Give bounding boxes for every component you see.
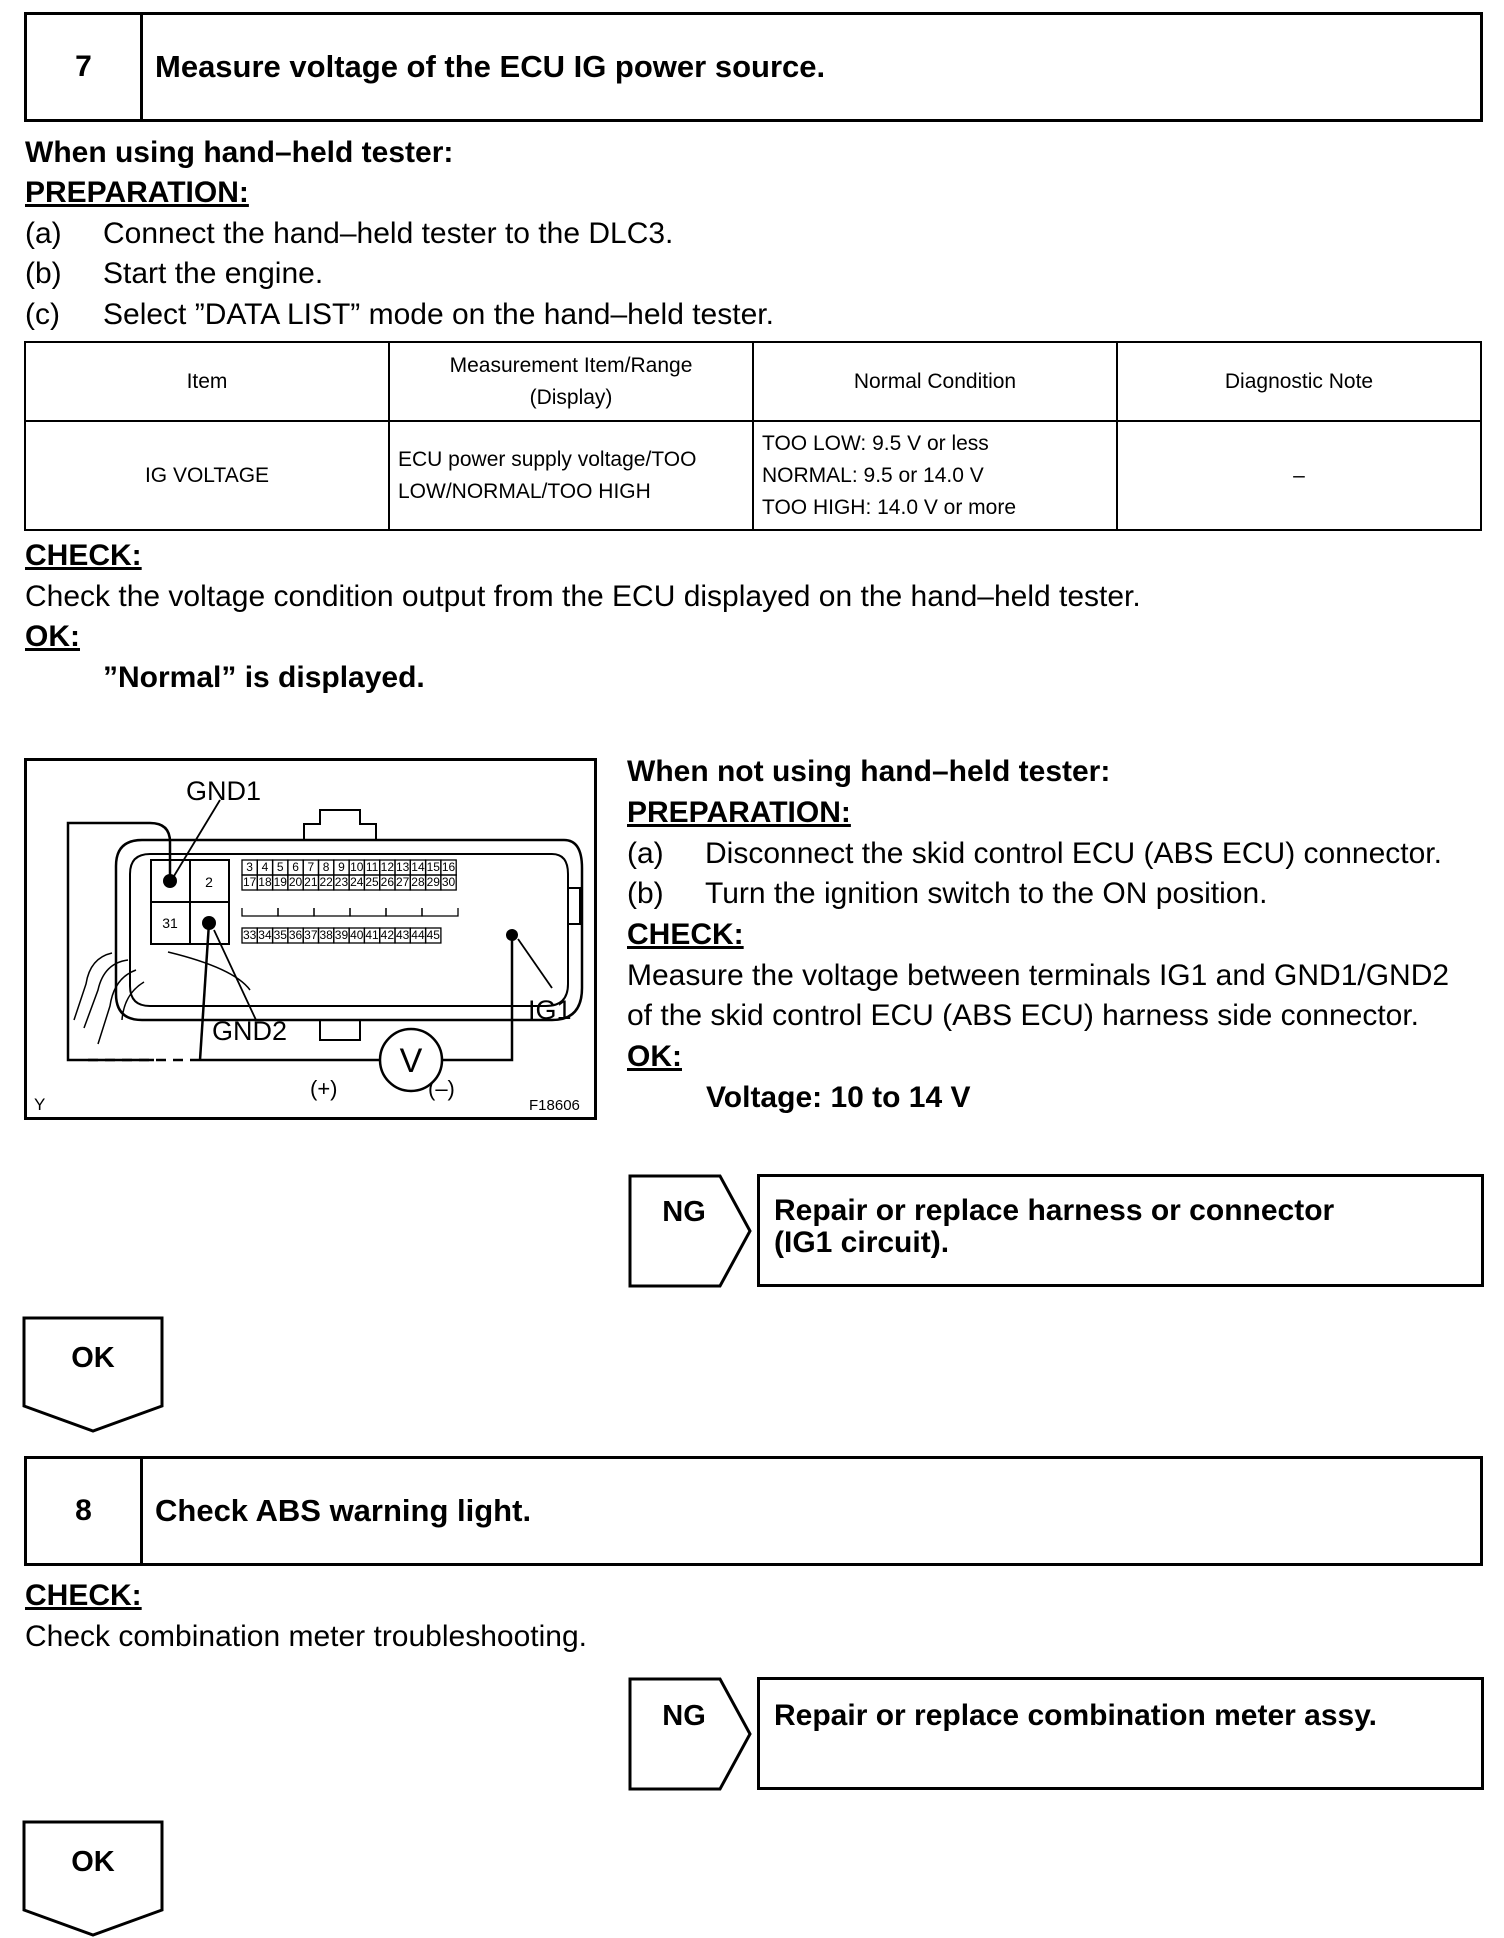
gnd2-label: GND2 bbox=[212, 1016, 288, 1046]
section-heading: When using hand–held tester: bbox=[25, 136, 454, 169]
ng-arrow-shape bbox=[628, 1677, 754, 1791]
row3-pin-label: 34 bbox=[258, 928, 272, 942]
corner-label: Y bbox=[34, 1095, 46, 1114]
table-header: Item bbox=[25, 342, 389, 421]
row1-pin-label: 13 bbox=[395, 860, 410, 874]
minus-label: (–) bbox=[428, 1076, 455, 1101]
item-text: Disconnect the skid control ECU (ABS ECU) connector. bbox=[705, 837, 1442, 870]
ng-label: NG bbox=[662, 1700, 706, 1732]
item-label: (b) bbox=[627, 877, 664, 910]
row2-pin-label: 30 bbox=[441, 875, 456, 889]
table-cell: IG VOLTAGE bbox=[25, 421, 389, 530]
row1-pin-label: 11 bbox=[365, 860, 379, 874]
check-text: of the skid control ECU (ABS ECU) harness side connector. bbox=[627, 999, 1420, 1032]
ig1-terminal bbox=[506, 929, 518, 941]
row1-pin-label: 3 bbox=[246, 860, 253, 874]
row3-pin-label: 39 bbox=[334, 928, 349, 942]
ng-arrow-shape bbox=[628, 1174, 754, 1288]
row1-pin-label: 12 bbox=[380, 860, 395, 874]
pin-2-label: 2 bbox=[205, 874, 213, 890]
row1-pin-label: 14 bbox=[411, 860, 425, 874]
connector-diagram-svg bbox=[24, 758, 597, 1120]
item-label: (a) bbox=[627, 837, 664, 870]
list-item bbox=[627, 874, 1268, 914]
action-line: (IG1 circuit). bbox=[774, 1226, 950, 1259]
pin-31-label: 31 bbox=[162, 915, 178, 931]
cell-line: NORMAL: 9.5 or 14.0 V bbox=[762, 463, 984, 487]
row2-pin-label: 29 bbox=[426, 875, 440, 889]
row3-pin-label: 41 bbox=[365, 928, 379, 942]
row3-pin-label: 36 bbox=[288, 928, 303, 942]
row1-pin-label: 7 bbox=[307, 860, 315, 874]
preparation-label: PREPARATION: bbox=[25, 176, 249, 209]
row1-pin-label: 5 bbox=[276, 860, 284, 874]
row2-pin-label: 21 bbox=[304, 875, 318, 889]
gnd1-label: GND1 bbox=[186, 776, 262, 806]
row1-pin-label: 15 bbox=[426, 860, 440, 874]
preparation-label: PREPARATION: bbox=[627, 796, 851, 829]
cell-line: TOO LOW: 9.5 V or less bbox=[762, 431, 989, 455]
meter-label: V bbox=[399, 1042, 423, 1080]
row3-pin-label: 40 bbox=[350, 928, 364, 942]
row3-pin-label: 38 bbox=[319, 928, 333, 942]
item-label: (b) bbox=[25, 257, 62, 290]
row1-pin-label: 8 bbox=[322, 860, 330, 874]
ng-action-text: Repair or replace combination meter assy. bbox=[774, 1699, 1378, 1732]
check-label: CHECK: bbox=[25, 1579, 142, 1612]
step-7-header bbox=[24, 12, 1483, 122]
table-header: Normal Condition bbox=[753, 342, 1117, 421]
action-line: Repair or replace harness or connector bbox=[774, 1194, 1335, 1227]
ok-label: OK: bbox=[627, 1040, 682, 1073]
table-cell bbox=[389, 421, 753, 530]
ok-arrow-label: OK bbox=[71, 1846, 115, 1878]
item-text: Turn the ignition switch to the ON position. bbox=[705, 877, 1268, 910]
row1-pin-label: 10 bbox=[350, 860, 364, 874]
item-text: Connect the hand–held tester to the DLC3. bbox=[103, 217, 674, 250]
ok-text: ”Normal” is displayed. bbox=[103, 661, 425, 694]
check-text: Check combination meter troubleshooting. bbox=[25, 1620, 587, 1653]
row2-pin-label: 27 bbox=[395, 875, 410, 889]
check-text: Check the voltage condition output from the ECU displayed on the hand–held tester. bbox=[25, 580, 1141, 613]
row1-pin-label: 16 bbox=[441, 860, 456, 874]
ng-action-box bbox=[757, 1677, 1484, 1790]
figure-id: F18606 bbox=[529, 1097, 580, 1114]
table-cell: – bbox=[1117, 421, 1481, 530]
check-text: Measure the voltage between terminals IG1 and GND1/GND2 bbox=[627, 959, 1450, 992]
row1-pin-label: 9 bbox=[338, 860, 345, 874]
list-item bbox=[25, 214, 673, 254]
row2-pin-label: 24 bbox=[350, 875, 364, 889]
row3-pin-label: 33 bbox=[242, 928, 257, 942]
item-label: (c) bbox=[25, 298, 60, 331]
row2-pin-label: 26 bbox=[380, 875, 395, 889]
table-header: Diagnostic Note bbox=[1117, 342, 1481, 421]
ok-arrow-label: OK bbox=[71, 1342, 115, 1374]
row3-pin-label: 35 bbox=[273, 928, 287, 942]
header-line: Measurement Item/Range bbox=[449, 353, 693, 377]
list-item bbox=[627, 834, 1442, 874]
row3-pin-label: 45 bbox=[426, 928, 440, 942]
row3-pin-label: 43 bbox=[395, 928, 410, 942]
item-label: (a) bbox=[25, 217, 62, 250]
check-label: CHECK: bbox=[627, 918, 744, 951]
check-label: CHECK: bbox=[25, 539, 142, 572]
cell-line: LOW/NORMAL/TOO HIGH bbox=[398, 479, 651, 503]
row2-pin-label: 18 bbox=[258, 875, 272, 889]
step-number: 8 bbox=[27, 1459, 143, 1563]
connector-diagram bbox=[24, 758, 597, 1120]
row2-pin-label: 20 bbox=[288, 875, 303, 889]
cell-line: ECU power supply voltage/TOO bbox=[398, 447, 697, 471]
row3-pin-label: 44 bbox=[411, 928, 425, 942]
section-heading: When not using hand–held tester: bbox=[627, 755, 1111, 788]
table-cell bbox=[753, 421, 1117, 530]
list-item bbox=[25, 295, 774, 335]
ng-action-text bbox=[774, 1195, 1334, 1259]
ng-action-box bbox=[757, 1174, 1484, 1287]
row3-pin-label: 42 bbox=[380, 928, 395, 942]
item-text: Start the engine. bbox=[103, 257, 324, 290]
row2-pin-label: 17 bbox=[242, 875, 257, 889]
row3-pin-label: 37 bbox=[304, 928, 318, 942]
row1-pin-label: 6 bbox=[292, 860, 299, 874]
row2-pin-label: 22 bbox=[319, 875, 333, 889]
step-number: 7 bbox=[27, 15, 143, 119]
ok-arrow-shape bbox=[22, 1820, 164, 1938]
row1-pin-label: 4 bbox=[261, 860, 269, 874]
step-title: Measure voltage of the ECU IG power source. bbox=[155, 49, 826, 84]
ok-arrow-shape bbox=[22, 1316, 164, 1434]
header-line: (Display) bbox=[529, 385, 613, 409]
step-8-header bbox=[24, 1456, 1483, 1566]
ok-text: Voltage: 10 to 14 V bbox=[706, 1081, 971, 1114]
data-list-table bbox=[24, 341, 1482, 531]
step-title: Check ABS warning light. bbox=[155, 1493, 532, 1528]
row2-pin-label: 23 bbox=[334, 875, 349, 889]
cell-line: TOO HIGH: 14.0 V or more bbox=[762, 495, 1017, 519]
ng-label: NG bbox=[662, 1196, 706, 1228]
row2-pin-label: 28 bbox=[411, 875, 425, 889]
row2-pin-label: 19 bbox=[273, 875, 287, 889]
table-header bbox=[389, 342, 753, 421]
list-item bbox=[25, 254, 323, 294]
item-text: Select ”DATA LIST” mode on the hand–held tester. bbox=[103, 298, 774, 331]
ig1-label: IG1 bbox=[528, 995, 572, 1025]
plus-label: (+) bbox=[310, 1076, 338, 1101]
row2-pin-label: 25 bbox=[365, 875, 379, 889]
ok-label: OK: bbox=[25, 620, 80, 653]
